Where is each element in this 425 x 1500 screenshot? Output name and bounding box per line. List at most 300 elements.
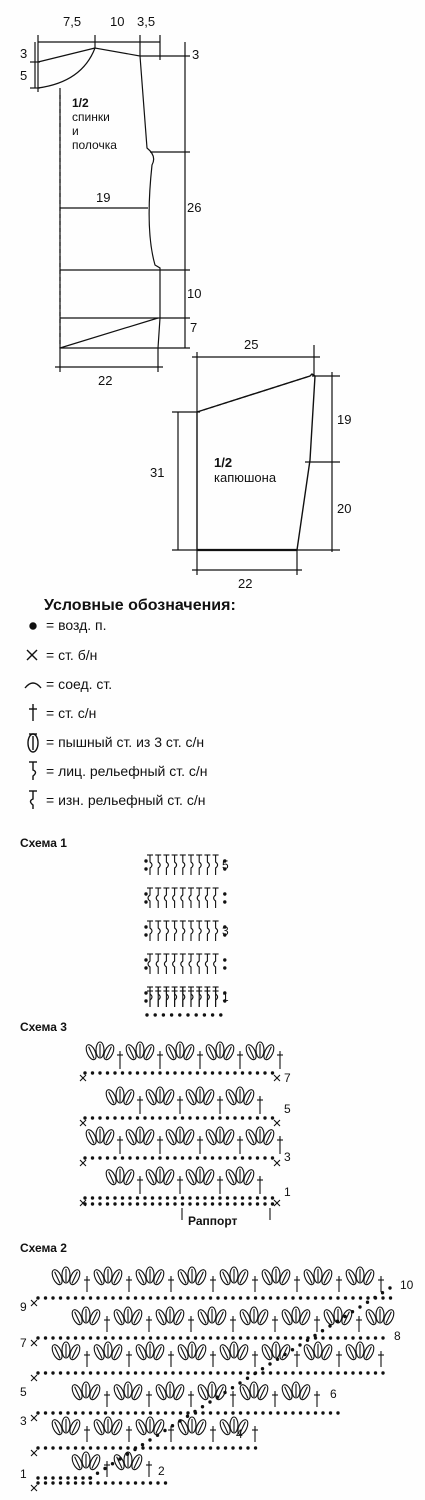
hood-dim-top: 25 xyxy=(244,337,259,352)
chain-stitch xyxy=(336,1336,339,1339)
chain-stitch xyxy=(51,1296,54,1299)
chain-stitch xyxy=(148,1438,151,1441)
chain-stitch xyxy=(186,1371,189,1374)
chain-stitch xyxy=(216,1411,219,1414)
dc-stitch xyxy=(126,1351,132,1367)
chain-stitch xyxy=(66,1411,69,1414)
chain-stitch xyxy=(254,1446,257,1449)
chain-stitch xyxy=(351,1296,354,1299)
chain-stitch xyxy=(306,1371,309,1374)
dc-stitch xyxy=(146,1316,152,1332)
chain-stitch xyxy=(89,1336,92,1339)
chain-stitch xyxy=(254,1336,257,1339)
chain-stitch xyxy=(351,1371,354,1374)
chain-stitch xyxy=(201,1296,204,1299)
chain-stitch xyxy=(193,1410,196,1413)
dc-stitch xyxy=(146,1461,152,1477)
chain-stitch xyxy=(313,1334,316,1337)
label-line: полочка xyxy=(72,138,117,152)
chain-stitch xyxy=(321,1296,324,1299)
chain-stitch xyxy=(66,1446,69,1449)
chain-stitch xyxy=(389,1296,392,1299)
chain-stitch xyxy=(178,1419,181,1422)
dc-stitch xyxy=(104,1391,110,1407)
chain-stitch xyxy=(381,1296,384,1299)
scheme1-row-3: 3 xyxy=(222,924,229,938)
scheme3-row-7: 7 xyxy=(284,1071,291,1085)
chain-stitch xyxy=(51,1481,54,1484)
chain-stitch xyxy=(74,1371,77,1374)
chain-stitch xyxy=(276,1296,279,1299)
scheme2-row-2: 2 xyxy=(158,1464,165,1478)
chain-stitch xyxy=(81,1336,84,1339)
chain-stitch xyxy=(344,1336,347,1339)
chain-stitch xyxy=(59,1476,62,1479)
puff-stitch xyxy=(230,1267,238,1283)
scheme2-row-10: 10 xyxy=(400,1278,414,1292)
chain-stitch xyxy=(321,1411,324,1414)
puff-stitch xyxy=(124,1382,132,1398)
puff-stitch xyxy=(188,1342,196,1358)
chain-stitch xyxy=(216,1336,219,1339)
chain-stitch xyxy=(201,1336,204,1339)
dc-stitch xyxy=(378,1351,384,1367)
chain-stitch xyxy=(104,1481,107,1484)
chain-stitch xyxy=(186,1411,189,1414)
puff-stitch xyxy=(230,1342,238,1358)
chain-stitch xyxy=(381,1291,384,1294)
chain-stitch xyxy=(231,1296,234,1299)
puff-stitch xyxy=(188,1267,196,1283)
chain-stitch xyxy=(111,1481,114,1484)
chain-stitch xyxy=(314,1371,317,1374)
hood-dim-left: 31 xyxy=(150,465,165,480)
chain-stitch xyxy=(374,1371,377,1374)
chain-stitch xyxy=(119,1336,122,1339)
chain-stitch xyxy=(164,1296,167,1299)
chain-stitch xyxy=(51,1411,54,1414)
chain-stitch xyxy=(164,1371,167,1374)
chain-stitch xyxy=(81,1446,84,1449)
chain-stitch xyxy=(141,1336,144,1339)
scheme2-row-8: 8 xyxy=(394,1329,401,1343)
scheme2-row-7: 7 xyxy=(20,1336,27,1350)
chain-stitch xyxy=(209,1371,212,1374)
dc-stitch xyxy=(210,1351,216,1367)
scheme2-row-5: 5 xyxy=(20,1385,27,1399)
chain-stitch xyxy=(81,1371,84,1374)
puff-stitch xyxy=(250,1382,258,1398)
chain-stitch xyxy=(59,1411,62,1414)
puff-stitch xyxy=(166,1382,174,1398)
dc-stitch xyxy=(294,1276,300,1292)
chain-stitch xyxy=(103,1467,106,1470)
chain-stitch xyxy=(329,1296,332,1299)
chain-stitch xyxy=(134,1411,137,1414)
chain-stitch xyxy=(134,1336,137,1339)
dc-stitch xyxy=(336,1276,342,1292)
puff-stitch xyxy=(62,1417,70,1433)
chain-stitch xyxy=(299,1296,302,1299)
chain-stitch xyxy=(186,1336,189,1339)
puff-stitch xyxy=(208,1307,216,1323)
chain-stitch xyxy=(201,1371,204,1374)
chain-stitch xyxy=(231,1386,234,1389)
chain-stitch xyxy=(104,1296,107,1299)
chain-stitch xyxy=(104,1446,107,1449)
chain-stitch xyxy=(36,1446,39,1449)
puff-stitch xyxy=(62,1267,70,1283)
puff-stitch xyxy=(104,1342,112,1358)
chain-stitch xyxy=(81,1411,84,1414)
chain-stitch xyxy=(89,1296,92,1299)
chain-stitch xyxy=(336,1371,339,1374)
chain-stitch xyxy=(179,1296,182,1299)
dim-right-1: 3 xyxy=(192,47,200,62)
sc-stitch xyxy=(31,1375,37,1381)
sc-stitch xyxy=(31,1415,37,1421)
chain-stitch xyxy=(74,1446,77,1449)
chain-stitch xyxy=(66,1336,69,1339)
chain-stitch xyxy=(374,1336,377,1339)
chain-stitch xyxy=(164,1411,167,1414)
chain-stitch xyxy=(231,1446,234,1449)
chain-stitch xyxy=(149,1481,152,1484)
chain-stitch xyxy=(254,1296,257,1299)
dim-right-2: 26 xyxy=(187,200,202,215)
sc-stitch xyxy=(31,1340,37,1346)
label-line: и xyxy=(72,124,79,138)
chain-stitch xyxy=(306,1411,309,1414)
scheme1-row-1: 1 xyxy=(222,990,229,1004)
chain-stitch xyxy=(111,1411,114,1414)
chain-stitch xyxy=(126,1446,129,1449)
chain-stitch xyxy=(51,1476,54,1479)
chain-stitch xyxy=(44,1336,47,1339)
puff-stitch xyxy=(292,1382,300,1398)
chain-stitch xyxy=(299,1371,302,1374)
chain-stitch xyxy=(149,1411,152,1414)
chain-stitch xyxy=(134,1371,137,1374)
chain-stitch xyxy=(269,1336,272,1339)
chain-stitch xyxy=(201,1405,204,1408)
chain-stitch xyxy=(149,1296,152,1299)
chain-stitch xyxy=(134,1296,137,1299)
dim-left-1: 3 xyxy=(20,46,28,61)
chain-stitch xyxy=(216,1296,219,1299)
scheme3-row-3: 3 xyxy=(284,1150,291,1164)
chain-stitch xyxy=(81,1296,84,1299)
chain-stitch xyxy=(284,1336,287,1339)
chain-stitch xyxy=(269,1411,272,1414)
chain-stitch xyxy=(224,1371,227,1374)
dim-left-2: 5 xyxy=(20,68,28,83)
chain-stitch xyxy=(306,1339,309,1342)
chain-stitch xyxy=(329,1411,332,1414)
dc-stitch xyxy=(378,1276,384,1292)
chain-stitch xyxy=(171,1371,174,1374)
dc-stitch xyxy=(84,1426,90,1442)
chain-stitch xyxy=(224,1296,227,1299)
scheme2-row-4: 4 xyxy=(236,1427,243,1441)
puff-stitch xyxy=(104,1417,112,1433)
chain-stitch xyxy=(171,1424,174,1427)
dc-stitch xyxy=(314,1316,320,1332)
chain-stitch xyxy=(149,1371,152,1374)
chain-stitch xyxy=(141,1481,144,1484)
chain-stitch xyxy=(388,1286,391,1289)
dc-stitch xyxy=(84,1276,90,1292)
chain-stitch xyxy=(336,1296,339,1299)
chain-stitch xyxy=(321,1336,324,1339)
chain-stitch xyxy=(171,1336,174,1339)
chain-stitch xyxy=(224,1446,227,1449)
chain-stitch xyxy=(194,1371,197,1374)
chain-stitch xyxy=(209,1446,212,1449)
puff-stitch xyxy=(208,1382,216,1398)
chain-stitch xyxy=(141,1371,144,1374)
chain-stitch xyxy=(284,1411,287,1414)
puff-stitch xyxy=(146,1342,154,1358)
chain-stitch xyxy=(81,1481,84,1484)
chain-stitch xyxy=(344,1296,347,1299)
dc-stitch xyxy=(252,1276,258,1292)
dim-bottom-width: 22 xyxy=(98,373,113,388)
chain-stitch xyxy=(59,1336,62,1339)
scheme2-title: Схема 2 xyxy=(20,1241,67,1255)
chain-stitch xyxy=(44,1371,47,1374)
chain-stitch xyxy=(104,1336,107,1339)
dc-stitch xyxy=(168,1276,174,1292)
dc-stitch xyxy=(126,1276,132,1292)
chain-stitch xyxy=(261,1367,264,1370)
dc-stitch xyxy=(272,1316,278,1332)
chain-stitch xyxy=(96,1472,99,1475)
chain-stitch xyxy=(261,1336,264,1339)
chain-stitch xyxy=(141,1411,144,1414)
chain-stitch xyxy=(156,1371,159,1374)
dc-stitch xyxy=(126,1426,132,1442)
dc-stitch xyxy=(272,1391,278,1407)
puff-stitch xyxy=(124,1307,132,1323)
chain-stitch xyxy=(238,1381,241,1384)
puff-stitch xyxy=(272,1342,280,1358)
chain-stitch xyxy=(51,1336,54,1339)
chain-stitch xyxy=(224,1411,227,1414)
chain-stitch xyxy=(381,1336,384,1339)
chain-stitch xyxy=(329,1371,332,1374)
chain-stitch xyxy=(314,1296,317,1299)
chain-stitch xyxy=(239,1446,242,1449)
chain-stitch xyxy=(36,1371,39,1374)
chain-stitch xyxy=(224,1336,227,1339)
chain-stitch xyxy=(89,1446,92,1449)
chain-stitch xyxy=(179,1446,182,1449)
chain-stitch xyxy=(111,1296,114,1299)
chain-stitch xyxy=(111,1462,114,1465)
chain-stitch xyxy=(36,1481,39,1484)
chain-stitch xyxy=(126,1411,129,1414)
scheme2-row-1: 1 xyxy=(20,1467,27,1481)
chain-stitch xyxy=(36,1476,39,1479)
puff-stitch xyxy=(356,1342,364,1358)
chain-stitch xyxy=(299,1411,302,1414)
chain-stitch xyxy=(66,1296,69,1299)
chain-stitch xyxy=(44,1446,47,1449)
dc-stitch xyxy=(188,1316,194,1332)
hood-dim-right-2: 20 xyxy=(337,501,352,516)
chain-stitch xyxy=(276,1358,279,1361)
puff-stitch xyxy=(250,1307,258,1323)
chain-stitch xyxy=(96,1296,99,1299)
chain-stitch xyxy=(359,1371,362,1374)
chain-stitch xyxy=(239,1296,242,1299)
chain-stitch xyxy=(119,1411,122,1414)
chain-stitch xyxy=(59,1446,62,1449)
chain-stitch xyxy=(246,1377,249,1380)
chain-stitch xyxy=(126,1371,129,1374)
chain-stitch xyxy=(156,1296,159,1299)
chain-stitch xyxy=(59,1481,62,1484)
chain-stitch xyxy=(156,1446,159,1449)
legend-item-dc: = ст. с/н xyxy=(46,705,97,721)
chain-stitch xyxy=(276,1411,279,1414)
chain-stitch xyxy=(66,1476,69,1479)
chain-stitch xyxy=(239,1411,242,1414)
chain-stitch xyxy=(74,1336,77,1339)
chain-stitch xyxy=(291,1348,294,1351)
puff-stitch xyxy=(376,1307,384,1323)
chain-stitch xyxy=(239,1336,242,1339)
chain-stitch xyxy=(141,1443,144,1446)
chain-stitch xyxy=(284,1296,287,1299)
puff-stitch xyxy=(146,1417,154,1433)
chain-stitch xyxy=(344,1371,347,1374)
chain-stitch xyxy=(51,1371,54,1374)
chain-stitch xyxy=(133,1448,136,1451)
dc-stitch xyxy=(168,1351,174,1367)
chain-stitch xyxy=(194,1336,197,1339)
chain-stitch xyxy=(119,1296,122,1299)
chain-stitch xyxy=(126,1296,129,1299)
chain-stitch xyxy=(246,1446,249,1449)
dim-right-4: 7 xyxy=(190,320,198,335)
chain-stitch xyxy=(283,1353,286,1356)
chain-stitch xyxy=(201,1446,204,1449)
dc-stitch xyxy=(252,1351,258,1367)
chain-stitch xyxy=(51,1446,54,1449)
chain-stitch xyxy=(156,1336,159,1339)
chain-stitch xyxy=(209,1411,212,1414)
label-line: 1/2 xyxy=(214,455,233,470)
chain-stitch xyxy=(164,1446,167,1449)
sc-stitch xyxy=(31,1300,37,1306)
chain-stitch xyxy=(96,1371,99,1374)
chain-stitch xyxy=(321,1329,324,1332)
chain-stitch xyxy=(276,1336,279,1339)
chain-stitch xyxy=(291,1296,294,1299)
chain-stitch xyxy=(201,1411,204,1414)
chain-stitch xyxy=(149,1446,152,1449)
chain-stitch xyxy=(171,1411,174,1414)
chain-stitch xyxy=(119,1446,122,1449)
puff-stitch xyxy=(104,1267,112,1283)
chain-stitch xyxy=(44,1481,47,1484)
chain-stitch xyxy=(96,1411,99,1414)
chain-stitch xyxy=(74,1296,77,1299)
chain-stitch xyxy=(89,1476,92,1479)
chain-stitch xyxy=(246,1296,249,1299)
chain-stitch xyxy=(246,1371,249,1374)
chain-stitch xyxy=(239,1371,242,1374)
chain-stitch xyxy=(74,1481,77,1484)
dc-stitch xyxy=(314,1391,320,1407)
dc-stitch xyxy=(104,1316,110,1332)
chain-stitch xyxy=(44,1476,47,1479)
chain-stitch xyxy=(336,1411,339,1414)
chain-stitch xyxy=(329,1336,332,1339)
chain-stitch xyxy=(194,1446,197,1449)
chain-stitch xyxy=(194,1296,197,1299)
chain-stitch xyxy=(141,1296,144,1299)
chain-stitch xyxy=(179,1411,182,1414)
chain-stitch xyxy=(366,1301,369,1304)
puff-stitch xyxy=(62,1342,70,1358)
dc-stitch xyxy=(230,1316,236,1332)
dc-stitch xyxy=(356,1316,362,1332)
chain-stitch xyxy=(186,1446,189,1449)
chain-stitch xyxy=(231,1411,234,1414)
chain-stitch xyxy=(291,1371,294,1374)
dim-top-1: 7,5 xyxy=(63,14,82,29)
chain-stitch xyxy=(36,1296,39,1299)
chain-stitch xyxy=(186,1415,189,1418)
legend-item-puff: = пышный ст. из 3 ст. с/н xyxy=(46,734,205,750)
chain-stitch xyxy=(186,1296,189,1299)
chain-stitch xyxy=(261,1371,264,1374)
chain-stitch xyxy=(351,1336,354,1339)
chain-stitch xyxy=(209,1296,212,1299)
dc-stitch xyxy=(252,1426,258,1442)
puff-stitch xyxy=(292,1307,300,1323)
chain-stitch xyxy=(156,1411,159,1414)
chain-stitch xyxy=(358,1305,361,1308)
chain-stitch xyxy=(284,1371,287,1374)
puff-stitch xyxy=(82,1452,90,1468)
chain-stitch xyxy=(231,1336,234,1339)
chain-stitch xyxy=(149,1336,152,1339)
chain-stitch xyxy=(156,1481,159,1484)
label-line: 1/2 xyxy=(72,96,89,110)
scheme2-row-3: 3 xyxy=(20,1414,27,1428)
chain-stitch xyxy=(164,1336,167,1339)
puff-stitch xyxy=(82,1307,90,1323)
chain-stitch xyxy=(89,1481,92,1484)
chain-stitch xyxy=(373,1296,376,1299)
chain-stitch xyxy=(209,1336,212,1339)
dc-stitch xyxy=(84,1351,90,1367)
chain-stitch xyxy=(299,1336,302,1339)
chain-stitch xyxy=(59,1371,62,1374)
puff-stitch xyxy=(314,1267,322,1283)
puff-stitch xyxy=(188,1417,196,1433)
scheme3-title: Схема 3 xyxy=(20,1020,67,1034)
dim-right-3: 10 xyxy=(187,286,202,301)
chain-stitch xyxy=(81,1476,84,1479)
chain-stitch xyxy=(66,1481,69,1484)
chain-stitch xyxy=(44,1411,47,1414)
chain-stitch xyxy=(59,1296,62,1299)
